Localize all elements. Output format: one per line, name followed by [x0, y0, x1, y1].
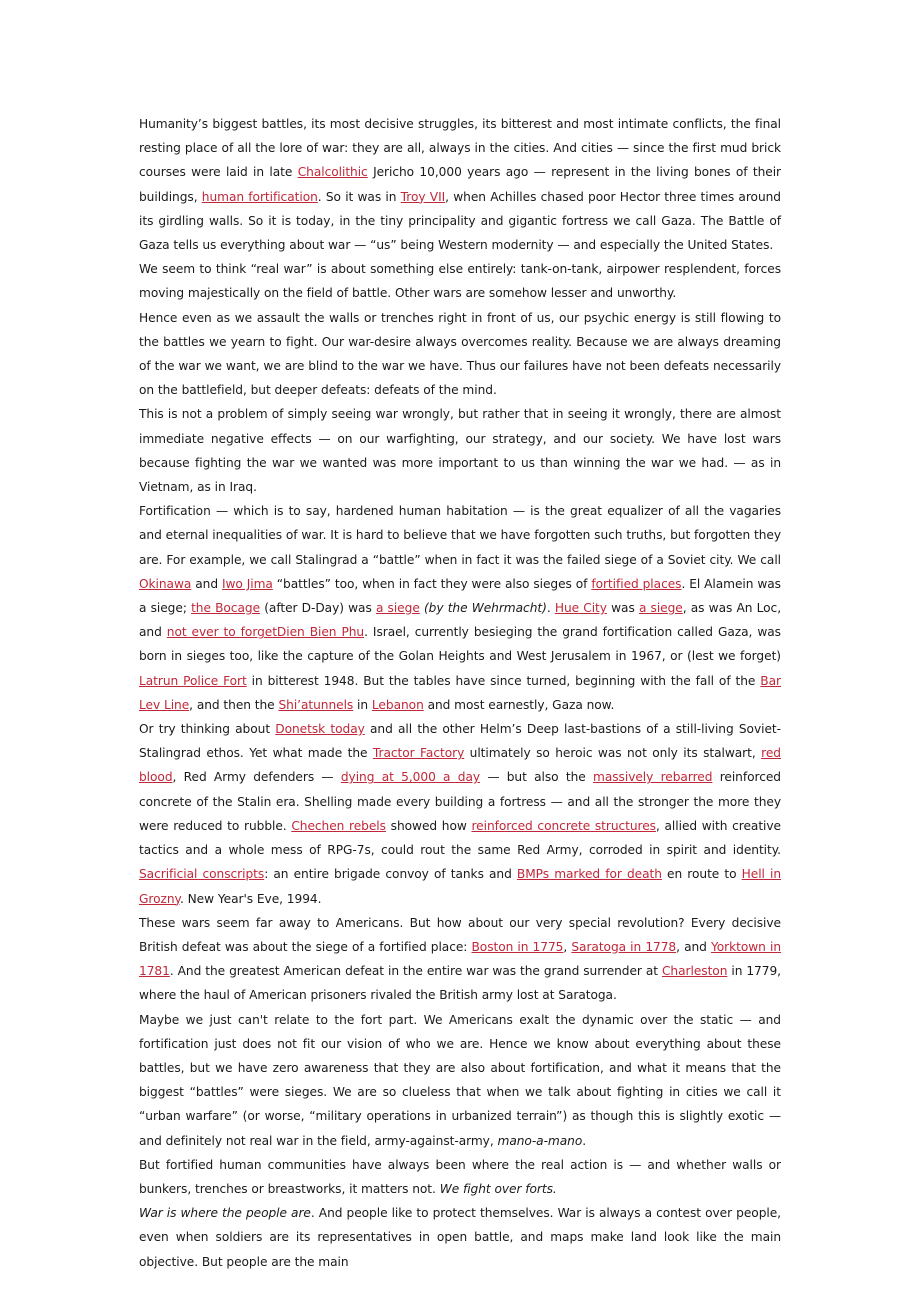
text-run: — but also the [480, 770, 594, 785]
inline-link[interactable]: Iwo Jima [221, 576, 273, 591]
text-run: . New Year's Eve, 1994. [179, 891, 322, 906]
inline-link[interactable]: Troy VII [400, 189, 446, 204]
inline-link[interactable]: Sacrificial conscripts [139, 867, 265, 882]
inline-link[interactable]: Lebanon [371, 697, 424, 712]
text-run: But fortified human communities have always been where the real action is — and whether walls or bunkers, trenches or breastworks, it matters not. [139, 1157, 781, 1196]
text-run: , and [676, 939, 711, 954]
inline-link[interactable]: massively rebarred [593, 770, 713, 785]
inline-link[interactable]: human fortification [201, 189, 318, 204]
text-run: Maybe we just can't relate to the fort part. We Americans exalt the dynamic over the static — and fortification just does not fit our vision of who we are. Hence we know about everything about these battles, but we have zero awareness that they are also about fortification, and what it means that the biggest “battles” were sieges. We are so clueless that when we talk about fighting in cities we call it “urban warfare” (or worse, “military operations in urbanized terrain”) as though this is slightly exotic — and definitely not real war in the field, army-against-army, [139, 1012, 781, 1148]
emphasis-text: mano-a-mano [497, 1133, 583, 1148]
text-run: en route to [661, 867, 742, 882]
text-run: , as was An Loc, and [139, 601, 782, 640]
inline-link[interactable]: Hell in Grozny [139, 867, 781, 906]
text-run: showed how [385, 818, 472, 833]
text-run: . [546, 601, 555, 616]
text-run: Or try thinking about [139, 722, 276, 737]
text-run: Hence even as we assault the walls or trenches right in front of us, our psychic energy is still flowing to the battles we yearn to fight. Our war-desire always overcomes reality. Because we are always dreaming of the war we want, we are blind to the war we have. Thus our failures have not been defeats necessarily on the battlefield, but deeper defeats: defeats of the mind. [139, 310, 781, 398]
paragraph-7 [139, 911, 781, 1008]
inline-link[interactable]: Chechen rebels [291, 818, 386, 833]
text-run: : an entire brigade convoy of tanks and [264, 867, 517, 882]
paragraph-6 [139, 717, 781, 911]
inline-link[interactable]: reinforced concrete structures [471, 818, 656, 833]
text-run: (after D-Day) was [260, 601, 376, 616]
inline-link[interactable]: a siege [638, 601, 683, 616]
paragraph-9 [139, 1153, 781, 1201]
paragraph-5 [139, 499, 781, 717]
paragraph-10 [139, 1201, 781, 1274]
inline-link[interactable]: Shi’atunnels [278, 697, 354, 712]
paragraph-8 [139, 1008, 781, 1153]
text-run: “battles” too, when in fact they were also sieges of [272, 576, 592, 591]
text-run: and [191, 576, 222, 591]
inline-link[interactable]: Latrun Police Fort [139, 673, 247, 688]
paragraph-2 [139, 257, 781, 305]
inline-link[interactable]: dying at 5,000 a day [340, 770, 481, 785]
inline-link[interactable]: a siege [375, 601, 420, 616]
inline-link[interactable]: Hue City [554, 601, 607, 616]
text-run: . [582, 1133, 587, 1148]
inline-link[interactable]: Tractor Factory [372, 746, 465, 761]
text-run: , Red Army defenders — [172, 770, 341, 785]
inline-link[interactable]: red blood [139, 746, 781, 785]
emphasis-text: War is where the people are [139, 1206, 311, 1221]
inline-link[interactable]: Donetsk today [275, 722, 365, 737]
text-run: in [353, 697, 372, 712]
paragraph-3 [139, 306, 781, 403]
inline-link[interactable]: fortified places [591, 576, 682, 591]
inline-link[interactable]: Charleston [661, 964, 728, 979]
paragraph-1 [139, 112, 781, 257]
text-run: Jericho 10,000 years ago — represent in the living bones of their buildings, [139, 165, 781, 204]
inline-link[interactable]: BMPs marked for death [516, 867, 662, 882]
text-run: This is not a problem of simply seeing war wrongly, but rather that in seeing it wrongly, there are almost immediate negative effects — on our warfighting, our strategy, and our society. We have lost wars because fighting the war we wanted was more important to us than winning the war we had. — as in Vietnam, as in Iraq. [139, 407, 781, 495]
inline-link[interactable]: Chalcolithic [297, 165, 368, 180]
text-run: . So it was in [317, 189, 401, 204]
text-run: , [563, 939, 572, 954]
inline-link[interactable]: Saratoga in 1778 [571, 939, 677, 954]
text-run: in bitterest 1948. But the tables have since turned, beginning with the fall of the [246, 673, 761, 688]
text-run: These wars seem far away to Americans. But how about our very special revolution? Every decisive British defeat was about the siege of a fortified place: [139, 915, 781, 954]
emphasis-text: We fight over forts. [439, 1181, 557, 1196]
text-run: . Israel, currently besieging the grand fortification called Gaza, was born in sieges too, like the capture of the Golan Heights and West Jerusalem in 1967, or (lest we forget) [139, 625, 781, 664]
inline-link[interactable]: the Bocage [191, 601, 261, 616]
inline-link[interactable]: Bar Lev Line [139, 673, 781, 712]
inline-link[interactable]: Okinawa [139, 576, 192, 591]
text-run: . And people like to protect themselves. War is always a contest over people, even when soldiers are its representatives in open battle, and maps make land look like the main objective. But people are the main [139, 1206, 781, 1269]
text-run: Humanity’s biggest battles, its most decisive struggles, its bitterest and most intimate conflicts, the final resting place of all the lore of war: they are all, always in the cities. And cities — since the first mud brick courses were laid in late [139, 117, 781, 180]
emphasis-text: (by the Wehrmacht) [423, 601, 547, 616]
text-run: and all the other Helm’s Deep last-bastions of a still-living Soviet-Stalingrad ethos. Yet what made the [139, 722, 781, 761]
text-run: We seem to think “real war” is about something else entirely: tank-on-tank, airpower resplendent, forces moving majestically on the field of battle. Other wars are somehow lesser and unworthy. [139, 262, 781, 301]
inline-link[interactable]: not ever to forgetDien Bien Phu [166, 625, 365, 640]
text-run: , and then the [189, 697, 279, 712]
text-run: . El Alamein was a siege; [139, 576, 781, 616]
text-run: ultimately so heroic was not only its stalwart, [464, 746, 762, 761]
text-run: was [606, 601, 639, 616]
inline-link[interactable]: Boston in 1775 [471, 939, 564, 954]
article-body [139, 112, 781, 1274]
text-run: in 1779, where the haul of American prisoners rivaled the British army lost at Saratoga. [139, 964, 781, 1003]
text-run: , allied with creative tactics and a whole mess of RPG-7s, could rout the same Red Army, corroded in spirit and identity. [139, 818, 782, 858]
text-run: , when Achilles chased poor Hector three times around its girdling walls. So it is today, in the tiny principality and gigantic fortress we call Gaza. The Battle of Gaza tells us everything about war — “us” being Western modernity — and especially the United States. [139, 189, 781, 253]
text-run: reinforced concrete of the Stalin era. Shelling made every building a fortress — and all the stronger the more they were reduced to rubble. [139, 770, 781, 833]
inline-link[interactable]: Yorktown in 1781 [139, 939, 781, 979]
text-run: . And the greatest American defeat in the entire war was the grand surrender at [169, 964, 662, 979]
text-run: Fortification — which is to say, hardened human habitation — is the great equalizer of all the vagaries and eternal inequalities of war. It is hard to believe that we have forgotten such truths, but forgotten they are. For example, we call Stalingrad a “battle” when in fact it was the failed siege of a Soviet city. We call [139, 504, 781, 567]
text-run: and most earnestly, Gaza now. [423, 697, 615, 712]
paragraph-4 [139, 402, 781, 499]
